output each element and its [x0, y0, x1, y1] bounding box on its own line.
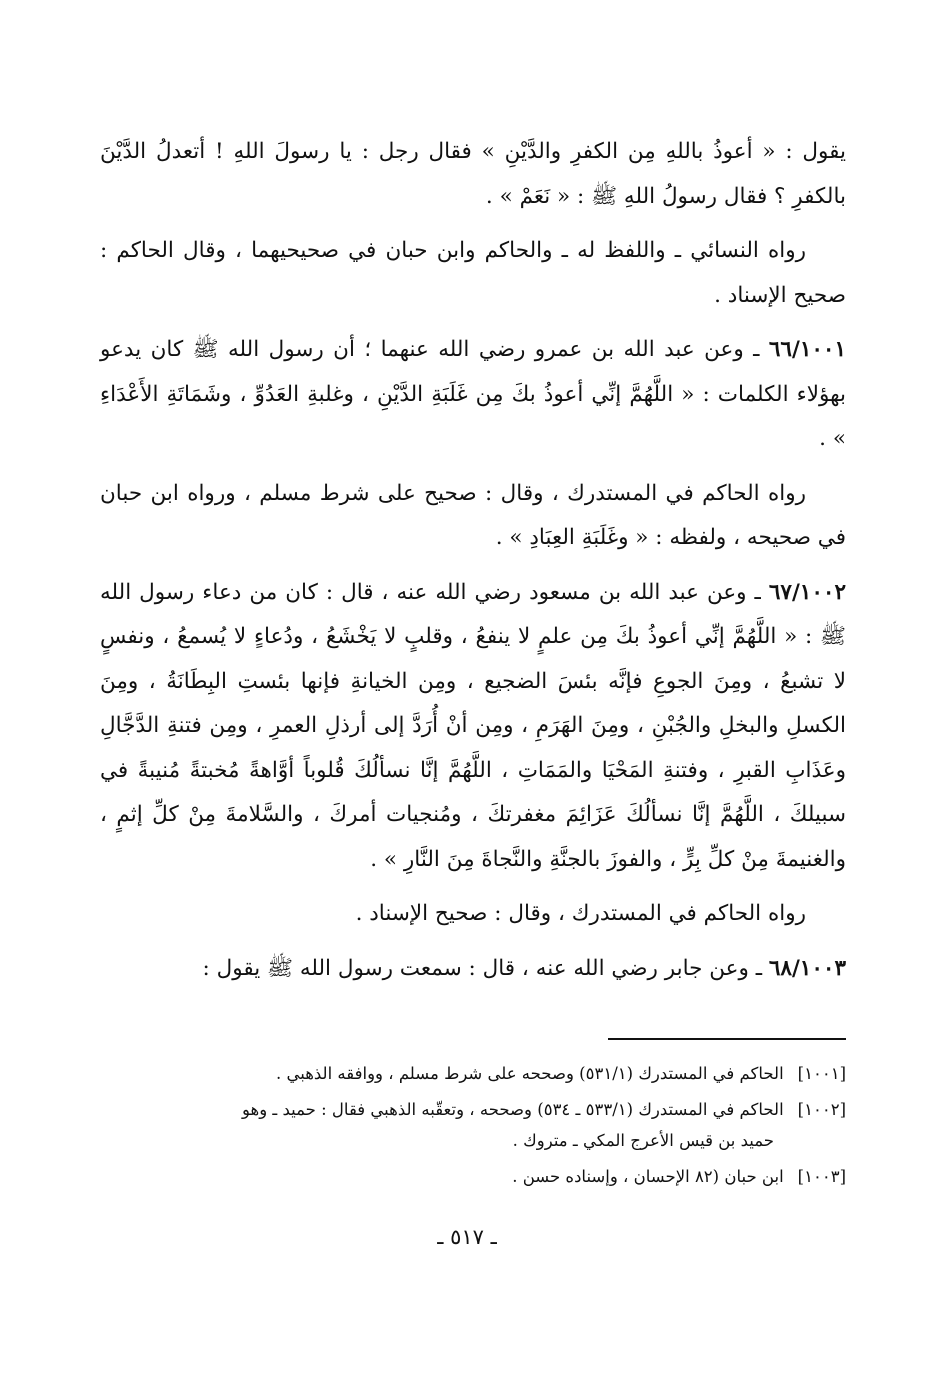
hadith-number: ٦٦/١٠٠١ — [768, 337, 847, 362]
paragraph-text: ـ وعن عبد الله بن مسعود رضي الله عنه ، قال : كان من دعاء رسول الله ﷺ : « اللَّهُمَّ إنِّي أعوذُ بكَ مِن علمٍ لا ينفعُ ، وقلبٍ لا يَخْشَعُ ، ودُعاءٍ لا يُسمعُ ، ونفسٍ لا تشبعُ ، ومِنَ الجوعِ فإنَّه بئسَ الضجيع ، ومِن الخيانةِ فإنها بئستِ البِطَانَةُ ، ومِنَ الكسلِ والبخلِ والجُبْنِ ، ومِنَ الهَرَمِ ، ومِن أنْ أُرَدَّ إلى أرذلِ العمرِ ، ومِن فتنةِ الدَّجَّالِ وعَذَابِ القبرِ ، وفتنةِ المَحْيَا والمَمَاتِ ، اللَّهُمَّ إنَّا نسألُكَ قُلوباً أوَّاهةً مُخبتةً مُنيبةً في سبيلكَ ، اللَّهُمَّ إنَّا نسألُكَ عَزَائِمَ مغفرتكَ ، ومُنجيات أمركَ ، والسَّلامةَ مِنْ كلِّ إثمٍ ، والغنيمةَ مِنْ كلِّ بِرٍّ ، والفوزَ بالجنَّةِ والنَّجاةَ مِنَ النَّارِ » . — [100, 579, 846, 872]
hadith-paragraph — [100, 328, 846, 462]
hadith-paragraph — [100, 947, 846, 992]
footnote — [100, 1094, 846, 1156]
paragraph-text: يقول : « أعوذُ باللهِ مِن الكفرِ والدَّيْنِ » فقال رجل : يا رسولَ اللهِ ! أتعدلُ الدَّيْنَ بالكفرِ ؟ فقال رسولُ اللهِ ﷺ : « نَعَمْ » . — [100, 139, 846, 209]
paragraph-text: ـ وعن جابر رضي الله عنه ، قال : سمعت رسول الله ﷺ يقول : — [202, 955, 763, 981]
footnote-text: الحاكم في المستدرك (٥٣٣/١ ـ ٥٣٤) وصححه ، وتعقّبه الذهبي فقال : حميد ـ وهو — [241, 1100, 784, 1119]
footnote-text: ابن حبان (٨٢ الإحسان ، وإسناده حسن . — [512, 1167, 784, 1186]
footnote-ref: [١٠٠٢] — [797, 1100, 846, 1119]
hadith-number: ٦٨/١٠٠٣ — [768, 955, 846, 981]
footnote-text: الحاكم في المستدرك (٥٣١/١) وصححه على شرط مسلم ، ووافقه الذهبي . — [275, 1064, 784, 1083]
footnote-ref: [١٠٠١] — [797, 1064, 846, 1083]
paragraph — [100, 130, 846, 219]
hadith-paragraph — [100, 571, 846, 883]
paragraph-text: رواه الحاكم في المستدرك ، وقال : صحيح على شرط مسلم ، ورواه ابن حبان في صحيحه ، ولفظه : « وغَلَبَةِ العِبَادِ » . — [100, 480, 846, 550]
footnote-ref: [١٠٠٣] — [797, 1167, 846, 1186]
page-number: ـ ٥١٧ ـ — [437, 1225, 497, 1249]
footnote — [100, 1161, 846, 1192]
paragraph — [100, 229, 846, 318]
paragraph — [100, 472, 846, 561]
paragraph — [100, 892, 846, 937]
footnote-continuation: حميد بن قيس الأعرج المكي ـ متروك . — [512, 1131, 774, 1150]
paragraph-text: ـ وعن عبد الله بن عمرو رضي الله عنهما ؛ أن رسول الله ﷺ كان يدعو بهؤلاء الكلمات : « اللَّهُمَّ إنِّي أعوذُ بكَ مِن غَلَبَةِ الدَّيْنِ ، وغلبةِ العَدُوِّ ، وشَمَاتَةِ الأَعْدَاءِ » . — [100, 337, 846, 451]
footnote — [100, 1058, 846, 1089]
paragraph-text: رواه النسائي ـ واللفظ له ـ والحاكم وابن حبان في صحيحيهما ، وقال الحاكم : صحيح الإسناد . — [100, 238, 846, 308]
main-text — [100, 130, 846, 1001]
footnotes — [100, 1058, 846, 1197]
paragraph-text: رواه الحاكم في المستدرك ، وقال : صحيح الإسناد . — [355, 901, 806, 926]
footnote-divider — [608, 1038, 846, 1040]
hadith-number: ٦٧/١٠٠٢ — [768, 579, 846, 605]
